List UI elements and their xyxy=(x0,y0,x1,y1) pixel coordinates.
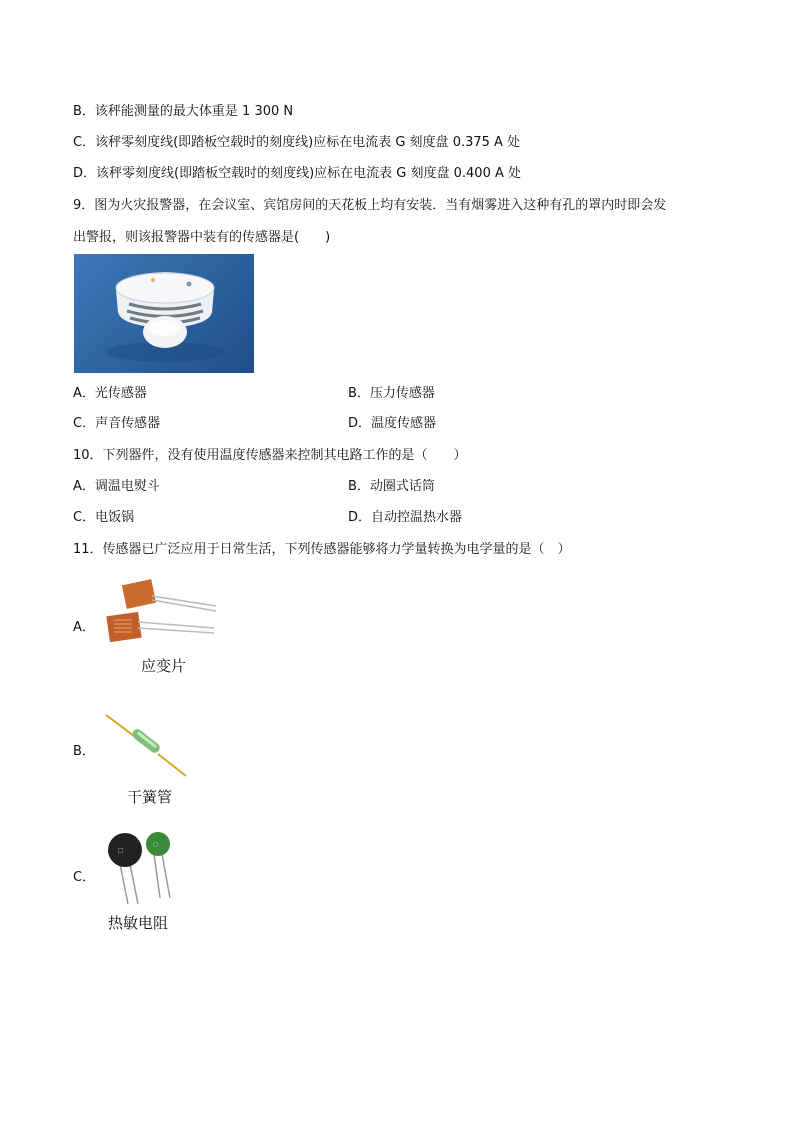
q10-option-b: B．动圈式话筒 xyxy=(348,479,435,494)
q10-option-c: C．电饭锅 xyxy=(73,510,135,525)
q8-option-c: C．该秤零刻度线(即踏板空载时的刻度线)应标在电流表 G 刻度盘 0.375 A 处 xyxy=(73,135,521,150)
thermistor-image xyxy=(104,828,184,906)
q9-option-d: D．温度传感器 xyxy=(348,416,437,431)
q11-option-b-caption: 干簧管 xyxy=(127,788,173,806)
q9-option-b: B．压力传感器 xyxy=(348,386,435,401)
strain-gauge-image xyxy=(104,576,222,646)
q9-option-a: A．光传感器 xyxy=(73,386,147,401)
q8-option-b: B．该秤能测量的最大体重是 1 300 N xyxy=(73,104,294,119)
q8-option-d: D．该秤零刻度线(即踏板空载时的刻度线)应标在电流表 G 刻度盘 0.400 A 处 xyxy=(73,166,521,181)
q11-option-c-caption: 热敏电阻 xyxy=(108,914,169,932)
q11-stem: 11．传感器已广泛应用于日常生活，下列传感器能够将力学量转换为电学量的是（ ） xyxy=(73,542,571,557)
svg-text:□: □ xyxy=(118,847,124,854)
svg-text:□: □ xyxy=(153,842,158,848)
q10-stem: 10．下列器件，没有使用温度传感器来控制其电路工作的是（ ） xyxy=(73,448,467,463)
q10-option-a: A．调温电熨斗 xyxy=(73,479,160,494)
q11-option-a-caption: 应变片 xyxy=(141,657,187,675)
q11-option-a-label: A． xyxy=(73,620,95,635)
smoke-detector-photo xyxy=(74,254,254,373)
reed-switch-image xyxy=(104,712,190,778)
q9-option-c: C．声音传感器 xyxy=(73,416,161,431)
q10-option-d: D．自动控温热水器 xyxy=(348,510,463,525)
q9-stem-line2: 出警报，则该报警器中装有的传感器是( ) xyxy=(73,230,331,245)
q11-option-c-label: C． xyxy=(73,870,96,885)
q11-option-b-label: B． xyxy=(73,744,95,759)
q9-stem-line1: 9．图为火灾报警器，在会议室、宾馆房间的天花板上均有安装．当有烟雾进入这种有孔的罩内时即会发 xyxy=(73,198,667,213)
